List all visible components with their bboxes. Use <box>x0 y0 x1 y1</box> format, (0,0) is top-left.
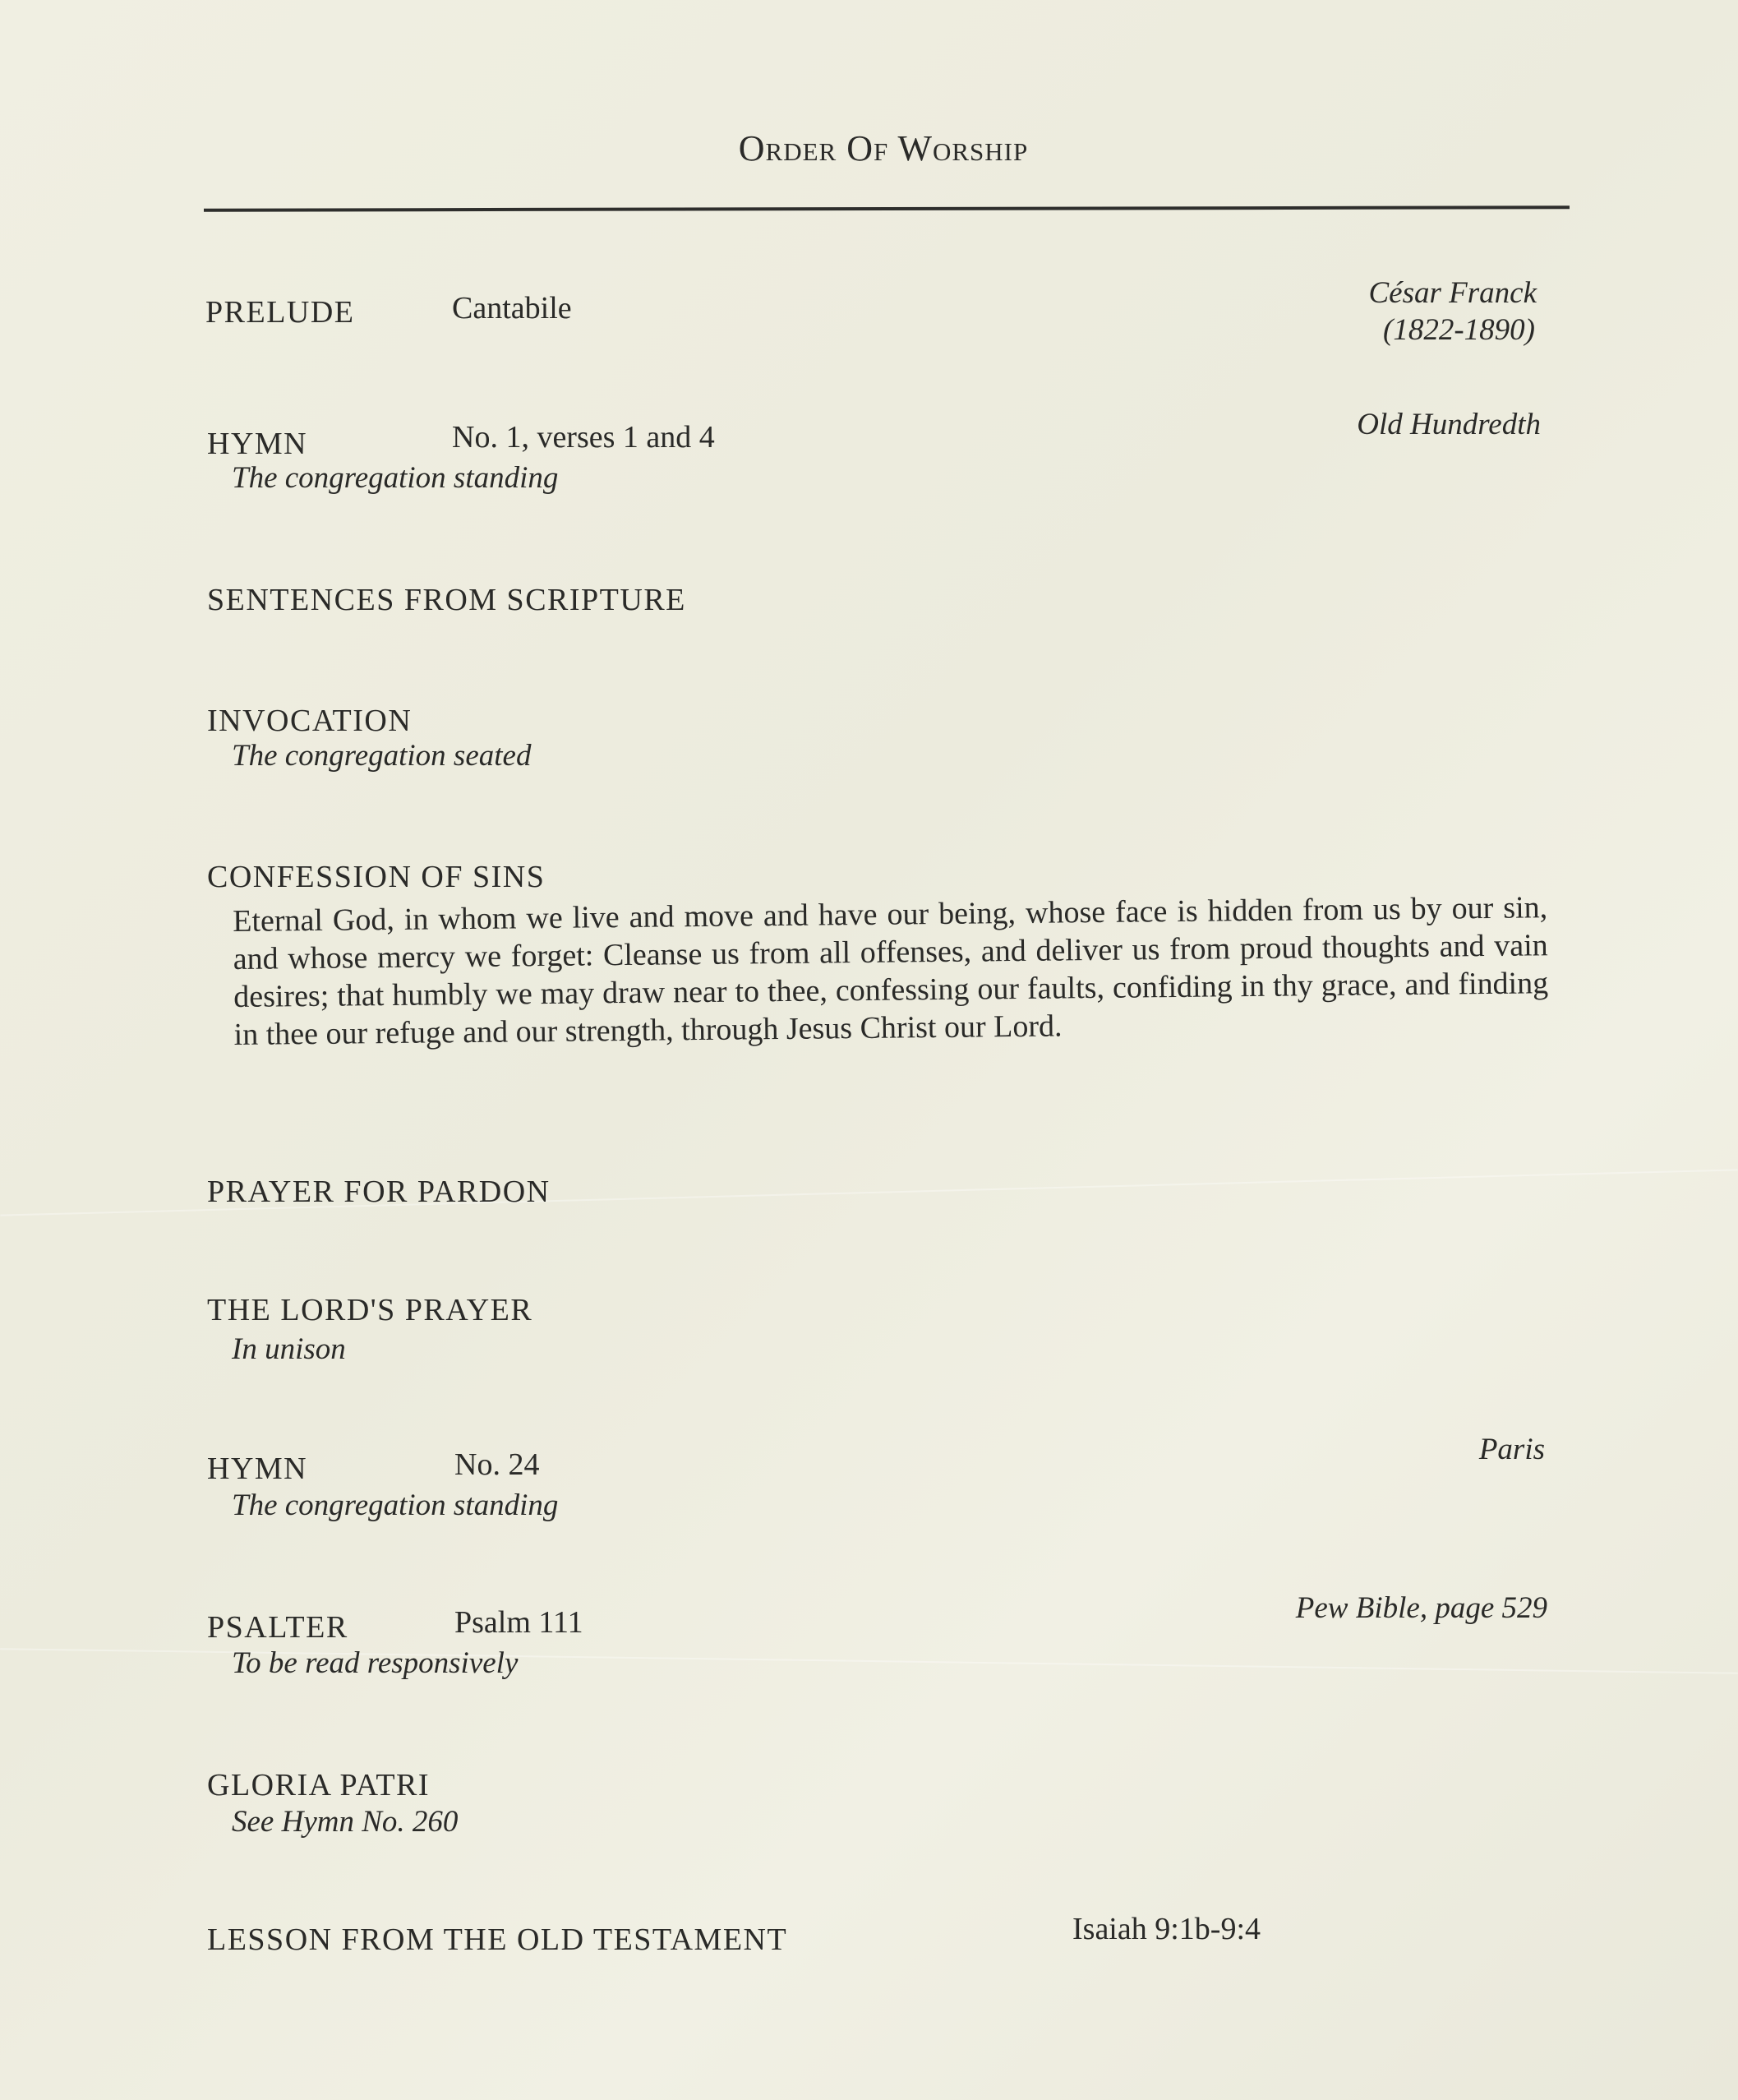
hymn-heading: HYMN <box>207 427 308 461</box>
prelude-heading: PRELUDE <box>205 295 355 330</box>
confession-heading: CONFESSION OF SINS <box>207 860 546 894</box>
pardon-heading: PRAYER FOR PARDON <box>207 1175 551 1209</box>
hymn-number: No. 24 <box>454 1447 540 1482</box>
psalter-reference: Pew Bible, page 529 <box>1295 1591 1547 1625</box>
lords-prayer-instruction: In unison <box>232 1332 346 1366</box>
invocation-instruction: The congregation seated <box>232 739 532 773</box>
psalter-psalm: Psalm 111 <box>454 1605 583 1640</box>
hymn-tune: Paris <box>1478 1433 1545 1466</box>
lesson-reference: Isaiah 9:1b-9:4 <box>1072 1912 1261 1946</box>
hymn-instruction: The congregation standing <box>232 1488 559 1522</box>
invocation-heading: INVOCATION <box>207 704 413 738</box>
prelude-piece: Cantabile <box>452 291 572 325</box>
page-title: Order Of Worship <box>738 128 1029 168</box>
hymn-heading: HYMN <box>207 1452 308 1486</box>
hymn-instruction: The congregation standing <box>232 461 559 495</box>
hymn-tune: Old Hundredth <box>1357 408 1541 441</box>
hymn-number: No. 1, verses 1 and 4 <box>452 420 715 455</box>
prelude-composer: César Franck <box>1368 276 1537 310</box>
lesson-heading: LESSON FROM THE OLD TESTAMENT <box>207 1922 788 1957</box>
lords-prayer-heading: THE LORD'S PRAYER <box>207 1293 533 1327</box>
confession-prayer-text: Eternal God, in whom we live and move and have our being, whose face is hidden from us by our sin, and whose mercy we forget: Cleanse us from all offenses, and deliver us from proud thoughts and vain desires; that humbly we may draw near to thee, confessing our faults, confiding in thy grace, and finding in thee our refuge and our strength, through Jesus Christ our Lord. <box>233 890 1549 1052</box>
gloria-heading: GLORIA PATRI <box>207 1768 431 1802</box>
title-rule <box>204 205 1570 211</box>
gloria-instruction: See Hymn No. 260 <box>232 1805 459 1839</box>
prelude-composer-dates: (1822-1890) <box>1383 313 1535 347</box>
psalter-instruction: To be read responsively <box>232 1646 519 1680</box>
psalter-heading: PSALTER <box>207 1610 348 1645</box>
sentences-heading: SENTENCES FROM SCRIPTURE <box>207 583 686 617</box>
